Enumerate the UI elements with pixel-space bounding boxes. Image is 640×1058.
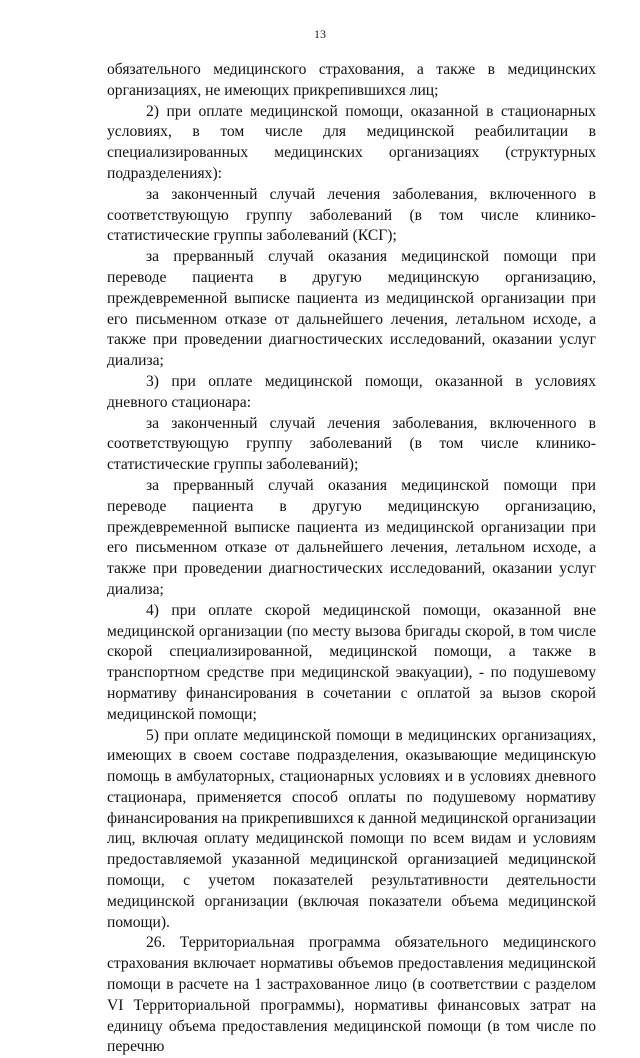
paragraph: за законченный случай лечения заболевания, включенного в соответствующую группу заболеваний (в том числе клинико-статистические группы заболеваний (КСГ); [107, 185, 596, 245]
paragraph: 5) при оплате медицинской помощи в медицинских организациях, имеющих в своем составе подразделения, оказывающие медицинскую помощь в амбулаторных, стационарных условиях и в условиях дневного стационара, применяется способ оплаты по подушевому нормативу финансирования на прикрепившихся к данной медицинской организации лиц, включая оплату медицинской помощи по всем видам и условиям предоставляемой указанной медицинской организацией медицинской помощи, с учетом показателей результативности деятельности медицинской организации (включая показатели объема медицинской помощи). [107, 726, 596, 931]
paragraph: 4) при оплате скорой медицинской помощи, оказанной вне медицинской организации (по месту вызова бригады скорой, в том числе скорой специализированной, медицинской помощи, а также в транспортном средстве при медицинской эвакуации), - по подушевому нормативу финансирования в сочетании с оплатой за вызов скорой медицинской помощи; [107, 601, 596, 723]
paragraph: за прерванный случай оказания медицинской помощи при переводе пациента в другую медицинскую организацию, преждевременной выписке пациента из медицинской организации при его письменном отказе от дальнейшего лечения, летальном исходе, а также при проведении диагностических исследований, оказании услуг диализа; [107, 476, 596, 598]
paragraph: 3) при оплате медицинской помощи, оказанной в условиях дневного стационара: [107, 372, 596, 411]
paragraph: обязательного медицинского страхования, а также в медицинских организациях, не имеющих прикрепившихся лиц; [107, 61, 596, 99]
paragraph: 2) при оплате медицинской помощи, оказанной в стационарных условиях, в том числе для медицинской реабилитации в специализированных медицинских организациях (структурных подразделениях): [107, 102, 596, 182]
paragraph: за законченный случай лечения заболевания, включенного в соответствующую группу заболеваний (в том числе клинико-статистические группы заболеваний); [107, 414, 596, 474]
paragraph: 26. Территориальная программа обязательного медицинского страхования включает нормативы объемов предоставления медицинской помощи в расчете на 1 застрахованное лицо (в соответствии с разделом VI Территориальной программы), нормативы финансовых затрат на единицу объема предоставления медицинской помощи (в том числе по перечню [107, 934, 596, 1056]
paragraph: за прерванный случай оказания медицинской помощи при переводе пациента в другую медицинскую организацию, преждевременной выписке пациента из медицинской организации при его письменном отказе от дальнейшего лечения, летальном исходе, а также при проведении диагностических исследований, оказании услуг диализа; [107, 248, 596, 370]
document-body [107, 60, 596, 1058]
page-number: 13 [314, 27, 326, 41]
